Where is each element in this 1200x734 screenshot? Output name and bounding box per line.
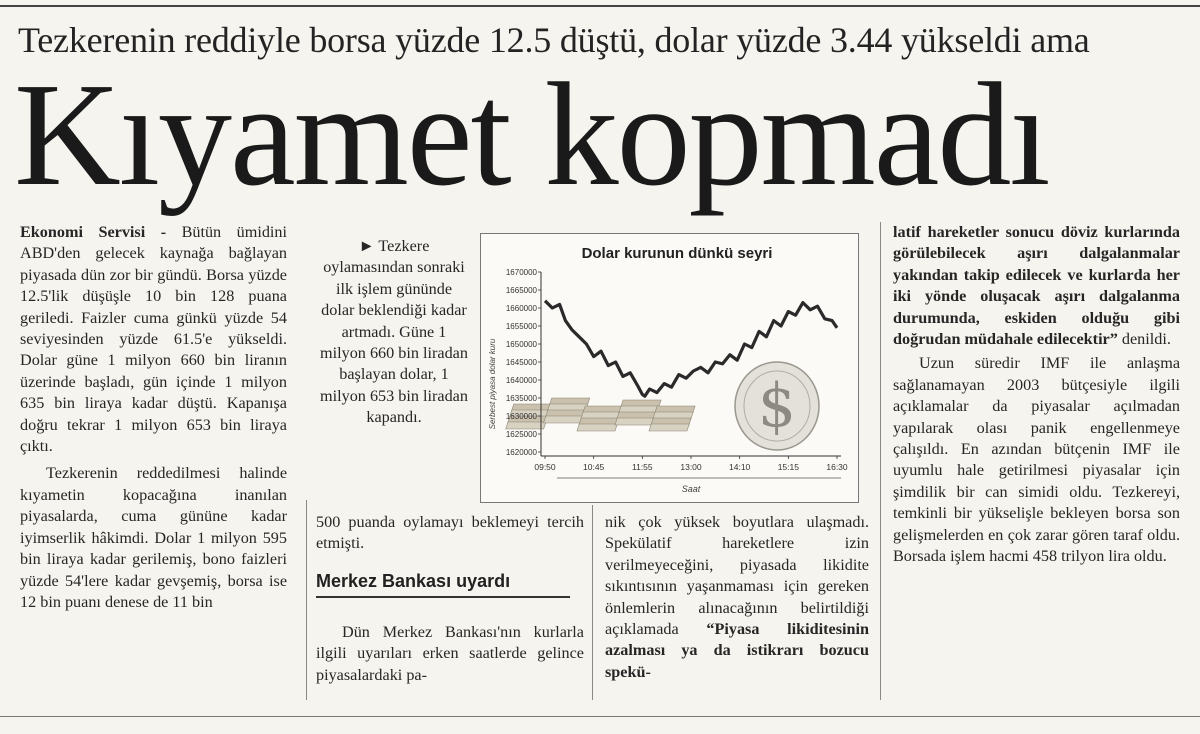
chart-x-axis-label: Saat (681, 484, 701, 494)
column-divider (592, 505, 593, 700)
money-stack (544, 416, 584, 423)
col2-lead-text: Tezkere oylamasından sonraki ilk işlem gününde dolar beklendiği kadar artmadı. Güne 1 milyon 660 bin liradan başlayan dolar, 1 milyon 653 bin liradan kapandı. (320, 237, 468, 427)
column-3 (605, 512, 869, 683)
money-stack (615, 418, 655, 425)
bottom-rule (0, 716, 1200, 717)
y-tick-label: 1670000 (505, 268, 537, 277)
column-2-paragraph: Dün Merkez Bankası'nın kurlarla ilgili uyarıları erken saatlerde gelince piyasalardaki pa- (316, 623, 584, 684)
y-tick-label: 1645000 (505, 358, 537, 367)
col4-quote: latif hareketler sonucu döviz kurlarında görülebilecek aşırı dalgalanmalar yakından takip edilecek ve kurlarda her iki yönde oluşacak aşırı dalgalanma durumunda, eskiden olduğu gibi doğrudan müdahale edilecektir” (893, 223, 1180, 349)
column-2-lead (318, 236, 470, 429)
chart-y-axis-label: Serbest piyasa dolar kuru (488, 338, 497, 430)
byline: Ekonomi Servisi - (20, 223, 167, 241)
x-tick-label: 09:50 (534, 462, 556, 472)
dollar-rate-chart (480, 233, 859, 503)
y-tick-label: 1630000 (505, 412, 537, 421)
col3-paragraph (605, 512, 869, 683)
y-tick-label: 1635000 (505, 394, 537, 403)
y-tick-label: 1655000 (505, 322, 537, 331)
y-tick-label: 1620000 (505, 448, 537, 457)
col1-paragraph-2: Tezkerenin reddedilmesi halinde kıyametin kopacağına inanılan piyasalarda, cuma gününe kadar iyimserlik hâkimdi. Dolar 1 milyon 595 bin liraya kadar gerilemiş, bono faizleri yüzde 54'lere kadar gevşemiş, borsa ise 12 bin puanı denese de 11 bin (20, 464, 287, 611)
x-tick-label: 15:15 (777, 462, 799, 472)
y-tick-label: 1650000 (505, 340, 537, 349)
headline: Kıyamet kopmadı (14, 53, 1049, 217)
money-illustration (506, 362, 819, 450)
col1-p1-text: Bütün ümidini ABD'den gelecek kaynağa bağlayan piyasada dün zor bir gündü. Borsa yüzde 12.5'lik düşüşle 10 bin 128 puana geriledi. Faizler cuma günkü yüzde 54 seviyesinden yüzde 61.5'e yükseldi. Dolar güne 1 milyon 660 bin liranın üzerinde başladı, gün içinde 1 milyon 635 bin liraya kadar düştü. Kapanışa doğru tekrar 1 milyon 653 bin liraya çıktı. (20, 223, 287, 456)
subheadline: Tezkerenin reddiyle borsa yüzde 12.5 düştü, dolar yüzde 3.44 yükseldi ama (18, 20, 1090, 60)
money-stack (577, 424, 617, 431)
column-divider (306, 500, 307, 700)
col4-quote-tail: denildi. (1117, 330, 1171, 349)
section-heading: Merkez Bankası uyardı (316, 568, 570, 598)
column-divider (880, 222, 881, 700)
y-tick-label: 1625000 (505, 430, 537, 439)
arrow-marker-icon: ► (358, 237, 375, 255)
y-tick-label: 1665000 (505, 286, 537, 295)
column-2-continuation: 500 puanda oylamayı beklemeyi tercih etmişti. (316, 513, 584, 553)
top-rule (0, 5, 1200, 7)
col3-text: nik çok yüksek boyutlara ulaşmadı. Spekülatif hareketlere izin verilmeyeceğini, piyasada likidite sıkıntısının yaşanmaması için gereken önlemlerin alınacağının belirtildiği açıklamada (605, 513, 869, 639)
col4-paragraph-1 (893, 222, 1180, 350)
col1-paragraph-1 (20, 222, 287, 457)
x-tick-label: 11:55 (632, 462, 653, 472)
dollar-sign-icon: $ (757, 371, 797, 441)
chart-svg (481, 234, 858, 502)
money-stack (506, 422, 546, 429)
column-1 (20, 222, 287, 613)
x-tick-label: 13:00 (680, 462, 702, 472)
x-tick-label: 14:10 (729, 462, 751, 472)
column-4 (893, 222, 1180, 568)
x-tick-label: 16:30 (826, 462, 848, 472)
col3-quote: “Piyasa likiditesinin azalması ya da istikrarı bozucu spekü- (605, 620, 870, 681)
y-tick-label: 1660000 (505, 304, 537, 313)
x-tick-label: 10:45 (583, 462, 605, 472)
y-tick-label: 1640000 (505, 376, 537, 385)
money-stack (649, 424, 689, 431)
chart-title: Dolar kurunun dünkü seyri (581, 245, 773, 262)
col4-paragraph-2: Uzun süredir IMF ile anlaşma sağlanamayan 2003 bütçesiyle ilgili açıklamalar da piyasalar açılmadan yapılarak olası panik engellenmeye çalışıldı. En azından bütçenin IMF ile uyumlu hale getirilmesi piyasalar için şimdilik bir can simidi oldu. Tezkereyi, temkinli bir yükselişle bekleyen borsa son gelişmelerden en çok zarar gören taraf oldu. Borsada işlem hacmi 458 trilyon lira oldu. (893, 354, 1180, 566)
